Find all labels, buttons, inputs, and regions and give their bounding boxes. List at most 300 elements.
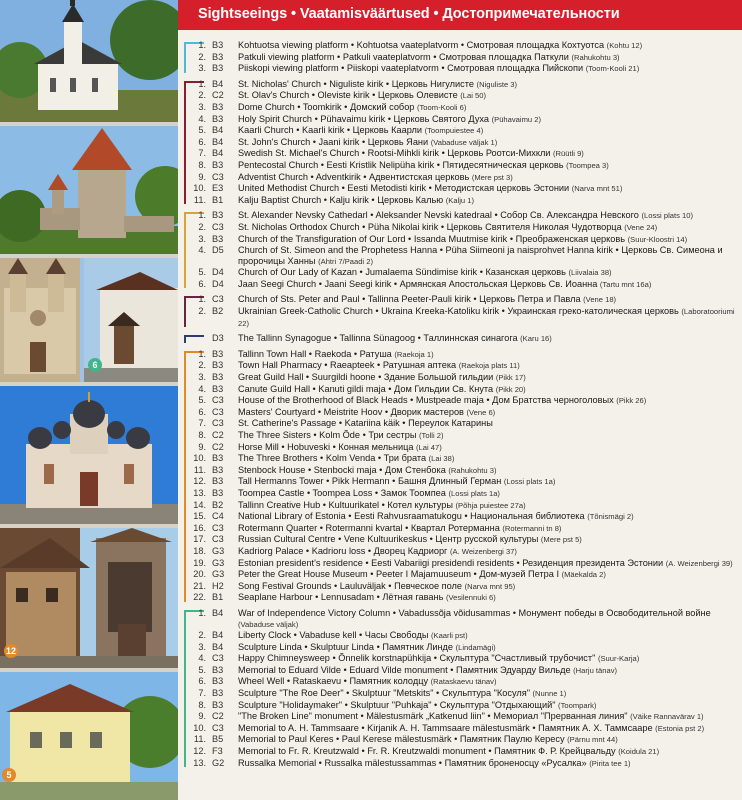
entry-number: 6. bbox=[198, 676, 206, 687]
entry-number: 9. bbox=[198, 711, 206, 722]
entry-name: Memorial to Paul Keres • Paul Kerese mälestusmärk • Памятник Паулю Кересу bbox=[238, 734, 565, 745]
list-item bbox=[184, 279, 740, 291]
entry-number: 2. bbox=[198, 221, 206, 232]
entry-name: "The Broken Line" monument • Mälestusmärk „Katkenud liin" • Мемориал "Прерванная линия" bbox=[238, 711, 628, 722]
entry-address: (Toom-Kooli 21) bbox=[585, 64, 640, 74]
entry-number: 13. bbox=[193, 757, 206, 768]
entry-number: 6. bbox=[198, 136, 206, 147]
entry-number: 7. bbox=[198, 688, 206, 699]
entry-number: 14. bbox=[193, 499, 206, 510]
entry-address: (Rahukohtu 3) bbox=[571, 52, 620, 62]
map-grid-code: D4 bbox=[212, 267, 224, 278]
entry-number: 10. bbox=[193, 183, 206, 194]
map-grid-code: B3 bbox=[212, 688, 224, 699]
list-item bbox=[184, 546, 740, 558]
list-item bbox=[184, 592, 740, 604]
entry-name: Tallinn Town Hall • Raekoda • Ратуша bbox=[238, 348, 392, 359]
entry-address: (Toom-Kooli 6) bbox=[416, 102, 467, 112]
entry-number: 6. bbox=[198, 406, 206, 417]
list-item bbox=[184, 558, 740, 570]
list-item bbox=[184, 642, 740, 654]
entry-number: 1. bbox=[198, 607, 206, 618]
list-item bbox=[184, 267, 740, 279]
entry-address: (Tartu mnt 16a) bbox=[599, 279, 652, 289]
entry-address: (Vene 6) bbox=[466, 407, 496, 417]
map-grid-code: B3 bbox=[212, 699, 224, 710]
entry-number: 19. bbox=[193, 557, 206, 568]
entry-name: Town Hall Pharmacy • Raeapteek • Ратушная аптека bbox=[238, 360, 457, 371]
map-grid-code: E3 bbox=[212, 183, 224, 194]
map-grid-code: B3 bbox=[212, 360, 224, 371]
entry-number: 12. bbox=[193, 476, 206, 487]
entry-address: (Estonia pst 2) bbox=[655, 723, 705, 733]
list-item bbox=[184, 734, 740, 746]
map-grid-code: C3 bbox=[212, 395, 224, 406]
entry-address: (Koidula 21) bbox=[618, 747, 660, 757]
list-item bbox=[184, 40, 740, 52]
map-grid-code: C3 bbox=[212, 653, 224, 664]
map-grid-code: C2 bbox=[212, 90, 224, 101]
list-item bbox=[184, 172, 740, 184]
entry-number: 4. bbox=[198, 383, 206, 394]
entry-number: 22. bbox=[193, 592, 206, 603]
list-item bbox=[184, 245, 740, 267]
map-grid-code: C3 bbox=[212, 221, 224, 232]
entry-address: (Väike Rannavärav 1) bbox=[630, 712, 704, 722]
map-grid-code: C2 bbox=[212, 441, 224, 452]
entry-number: 4. bbox=[198, 245, 206, 256]
list-item bbox=[184, 676, 740, 688]
list-item bbox=[184, 608, 740, 630]
section-4 bbox=[180, 294, 740, 329]
list-item bbox=[184, 723, 740, 735]
entry-number: 2. bbox=[198, 51, 206, 62]
entry-address: (Pühavaimu 2) bbox=[491, 114, 541, 124]
entry-name: St. Nicholas' Church • Niguliste kirik • Церковь Нигулисте bbox=[238, 78, 474, 89]
entry-number: 11. bbox=[193, 194, 206, 205]
list-item bbox=[184, 210, 740, 222]
entry-number: 5. bbox=[198, 395, 206, 406]
entry-name: Piiskopi viewing platform • Piiskopi vaateplatvorm • Смотровая площадка Пийскопи bbox=[238, 63, 584, 74]
sightseeing-list bbox=[180, 40, 740, 773]
map-grid-code: B3 bbox=[212, 159, 224, 170]
entry-address: (Harju tänav) bbox=[573, 665, 618, 675]
entry-number: 7. bbox=[198, 148, 206, 159]
section-7 bbox=[180, 608, 740, 769]
list-item bbox=[184, 511, 740, 523]
entry-name: Stenbock House • Stenbocki maja • Дом Стенбока bbox=[238, 464, 446, 475]
entry-number: 21. bbox=[193, 580, 206, 591]
entry-address: (Laboratooriumi 22) bbox=[238, 307, 735, 328]
section-2 bbox=[180, 79, 740, 207]
map-grid-code: D5 bbox=[212, 245, 224, 256]
entry-number: 17. bbox=[193, 534, 206, 545]
list-item bbox=[184, 465, 740, 477]
list-item bbox=[184, 700, 740, 712]
entry-address: (Kaarli pst) bbox=[430, 631, 468, 641]
map-grid-code: C2 bbox=[212, 430, 224, 440]
entry-address: (Lossi plats 10) bbox=[641, 211, 693, 221]
list-item bbox=[184, 665, 740, 677]
entry-address: (Toompea 3) bbox=[566, 160, 609, 170]
photo-column bbox=[0, 0, 178, 800]
entry-name: Jaan Seegi Church • Jaani Seegi kirik • Армянская Апостольская Церковь Св. Иоанна bbox=[238, 278, 598, 289]
entry-address: (Lossi plats 1a) bbox=[448, 488, 500, 498]
entry-name: Happy Chimneysweep • Õnnelik korstnapühkija • Скульптура "Счастливый трубочист" bbox=[238, 653, 596, 664]
entry-address: (Rahukohtu 3) bbox=[448, 465, 497, 475]
map-grid-code: B3 bbox=[212, 664, 224, 675]
page-title: Sightseeings • Vaatamisväärtused • Достопримечательности bbox=[198, 6, 620, 22]
entry-number: 18. bbox=[193, 545, 206, 556]
section-6 bbox=[180, 349, 740, 604]
entry-name: Kalju Baptist Church • Kalju kirik • Церковь Калью bbox=[238, 194, 444, 205]
list-item bbox=[184, 160, 740, 172]
entry-name: Memorial to A. H. Tammsaare • Kirjanik A. H. Tammsaare mälestusmärk • Памятник А. Х. Таммсааре bbox=[238, 722, 653, 733]
map-grid-code: C2 bbox=[212, 711, 224, 722]
list-item bbox=[184, 234, 740, 246]
entry-name: War of Independence Victory Column • Vabadussõja võidusammas • Монумент победы в Освободительной войне bbox=[238, 607, 711, 618]
entry-name: United Methodist Church • Eesti Metodisti kirik • Методистская церковь Эстонии bbox=[238, 183, 570, 194]
entry-name: Adventist Church • Adventkirik • Адвентистская церковь bbox=[238, 171, 470, 182]
list-item bbox=[184, 349, 740, 361]
header-bar bbox=[178, 0, 742, 30]
list-item bbox=[184, 688, 740, 700]
entry-name: Church of Sts. Peter and Paul • Tallinna Peeter-Pauli kirik • Церковь Петра и Павла bbox=[238, 294, 581, 305]
list-item bbox=[184, 395, 740, 407]
entry-name: Kohtuotsa viewing platform • Kohtuotsa vaateplatvorm • Смотровая площадка Кохтуотса bbox=[238, 40, 605, 50]
entry-number: 1. bbox=[198, 348, 206, 359]
entry-name: Rotermann Quarter • Rotermanni kvartal • Квартал Ротерманна bbox=[238, 522, 500, 533]
map-grid-code: B3 bbox=[212, 210, 224, 221]
map-grid-code: B2 bbox=[212, 499, 224, 510]
map-grid-code: C3 bbox=[212, 171, 224, 182]
entry-address: (Tõnismägi 2) bbox=[587, 512, 634, 522]
map-grid-code: B3 bbox=[212, 113, 224, 124]
entry-number: 5. bbox=[198, 664, 206, 675]
entry-name: Sculpture "The Roe Deer" • Skulptuur "Metskits" • Скульптура "Косуля" bbox=[238, 688, 530, 699]
entry-number: 2. bbox=[198, 630, 206, 641]
entry-address: (Mere pst 5) bbox=[540, 535, 582, 545]
photo-nevsky-cathedral bbox=[0, 386, 178, 524]
entry-name: St. John's Church • Jaani kirik • Церковь Яани bbox=[238, 136, 429, 147]
entry-number: 9. bbox=[198, 171, 206, 182]
entry-address: (Rataskaevu tänav) bbox=[430, 677, 497, 687]
map-grid-code: C3 bbox=[212, 522, 224, 533]
entry-name: Sculpture "Holidaymaker" • Skulptuur "Puhkaja" • Скульптура "Отдыхающий" bbox=[238, 699, 556, 710]
entry-name: Peter the Great House Museum • Peeter I Majamuuseum • Дом-музей Петра I bbox=[238, 569, 559, 580]
entry-name: Church of St. Simeon and the Prophetess Hanna • Püha Siimeoni ja naisprohvet Hanna kirik • Церковь Св. Симеона и пророчицы Ханны bbox=[238, 245, 723, 266]
entry-address: (Suur-Karja) bbox=[597, 654, 640, 664]
entry-name: Estonian president's residence • Eesti Vabariigi presidendi residents • Резиденция президента Эстонии bbox=[238, 557, 664, 568]
entry-number: 10. bbox=[193, 722, 206, 733]
entry-name: Canute Guild Hall • Kanuti gildi maja • Дом Гильдии Св. Кнута bbox=[238, 383, 494, 394]
entry-name: Liberty Clock • Vabaduse kell • Часы Свободы bbox=[238, 630, 429, 641]
entry-address: (Vene 24) bbox=[624, 222, 658, 232]
entry-address: (A. Weizenbergi 39) bbox=[665, 558, 733, 568]
entry-address: (Toompark) bbox=[558, 700, 597, 710]
map-grid-code: C3 bbox=[212, 294, 224, 305]
entry-number: 9. bbox=[198, 441, 206, 452]
entry-name: National Library of Estonia • Eesti Rahvusraamatukogu • Национальная библиотека bbox=[238, 511, 585, 522]
list-item bbox=[184, 407, 740, 419]
map-grid-code: B3 bbox=[212, 676, 224, 687]
entry-number: 16. bbox=[193, 522, 206, 533]
entry-name: The Three Brothers • Kolm Venda • Три брата bbox=[238, 453, 427, 464]
map-grid-code: B4 bbox=[212, 641, 224, 652]
map-grid-code: B3 bbox=[212, 101, 224, 112]
map-grid-code: B4 bbox=[212, 136, 224, 147]
entry-name: House of the Brotherhood of Black Heads • Mustpeade maja • Дом Братства черноголовых bbox=[238, 395, 614, 406]
map-grid-code: B3 bbox=[212, 40, 224, 50]
list-item bbox=[184, 581, 740, 593]
map-grid-code: G2 bbox=[212, 757, 225, 768]
entry-name: Kaarli Church • Kaarli kirik • Церковь Каарли bbox=[238, 125, 423, 136]
entry-address: (Niguliste 3) bbox=[476, 79, 518, 89]
list-item bbox=[184, 137, 740, 149]
entry-number: 8. bbox=[198, 159, 206, 170]
map-grid-code: D4 bbox=[212, 278, 224, 289]
entry-number: 1. bbox=[198, 40, 206, 50]
entry-name: Tall Hermanns Tower • Pikk Hermann • Башня Длинный Герман bbox=[238, 476, 502, 487]
map-grid-code: C3 bbox=[212, 406, 224, 417]
list-item bbox=[184, 534, 740, 546]
photo-yellow-building bbox=[0, 672, 178, 800]
entry-number: 20. bbox=[193, 569, 206, 580]
entry-name: The Three Sisters • Kolm Õde • Три сестры bbox=[238, 430, 417, 440]
map-grid-code: B3 bbox=[212, 63, 224, 74]
list-item bbox=[184, 148, 740, 160]
entry-address: (Karu 16) bbox=[520, 334, 552, 344]
list-item bbox=[184, 476, 740, 488]
list-item bbox=[184, 384, 740, 396]
entry-address: (Pikk 20) bbox=[495, 384, 526, 394]
entry-name: Sculpture Linda • Skulptuur Linda • Памятник Линде bbox=[238, 641, 454, 652]
entry-address: (Pikk 17) bbox=[495, 373, 526, 383]
entry-name: St. Alexander Nevsky Cathedarl • Aleksander Nevski katedraal • Собор Св. Александра Невского bbox=[238, 210, 639, 221]
entry-name: Dome Church • Toomkirik • Домский собор bbox=[238, 101, 415, 112]
entry-number: 1. bbox=[198, 78, 206, 89]
map-grid-code: B3 bbox=[212, 487, 224, 498]
entry-number: 10. bbox=[193, 453, 206, 464]
entry-number: 1. bbox=[198, 210, 206, 221]
entry-name: Masters' Courtyard • Meistrite Hoov • Дворик мастеров bbox=[238, 406, 464, 417]
photo-badge-12: 12 bbox=[5, 646, 16, 656]
entry-address: (Mäekalda 2) bbox=[561, 570, 606, 580]
list-item bbox=[184, 90, 740, 102]
list-item bbox=[184, 569, 740, 581]
entry-number: 11. bbox=[193, 734, 206, 745]
entry-address: (Ahtri 7/Paadi 2) bbox=[318, 256, 373, 266]
entry-address: (Tolli 2) bbox=[419, 431, 444, 440]
entry-address: (Pärnu mnt 44) bbox=[567, 735, 618, 745]
entry-name: Horse Mill • Hobuveski • Конная мельница bbox=[238, 441, 414, 452]
entry-number: 8. bbox=[198, 699, 206, 710]
entry-number: 2. bbox=[198, 90, 206, 101]
entry-name: Kadriorg Palace • Kadrioru loss • Дворец Кадриорг bbox=[238, 545, 448, 556]
entry-name: Toompea Castle • Toompea Loss • Замок Тоомпеа bbox=[238, 487, 446, 498]
map-grid-code: B4 bbox=[212, 630, 224, 641]
map-grid-code: B4 bbox=[212, 607, 224, 618]
photo-old-town bbox=[0, 528, 178, 668]
entry-name: Seaplane Harbour • Lennusadam • Лётная гавань bbox=[238, 592, 444, 603]
entry-number: 6. bbox=[198, 278, 206, 289]
map-grid-code: H2 bbox=[212, 580, 224, 591]
map-grid-code: C4 bbox=[212, 511, 224, 522]
entry-name: Church of the Transfiguration of Our Lord • Issanda Muutmise kirik • Преображенская церковь bbox=[238, 233, 626, 244]
list-item bbox=[184, 523, 740, 535]
entry-address: (Suur-Kloostri 14) bbox=[627, 234, 688, 244]
entry-number: 12. bbox=[193, 746, 206, 757]
list-item bbox=[184, 418, 740, 430]
map-grid-code: B1 bbox=[212, 592, 224, 603]
entry-number: 5. bbox=[198, 267, 206, 278]
photo-dome-church bbox=[0, 0, 178, 122]
map-grid-code: G3 bbox=[212, 557, 225, 568]
entry-address: (Kohtu 12) bbox=[606, 41, 643, 50]
list-item bbox=[184, 79, 740, 91]
list-item bbox=[184, 372, 740, 384]
entry-name: The Tallinn Synagogue • Tallinna Sünagoog • Таллиннская синагога bbox=[238, 333, 518, 344]
photo-tower bbox=[0, 126, 178, 254]
list-item bbox=[184, 102, 740, 114]
list-item bbox=[184, 195, 740, 207]
list-item bbox=[184, 294, 740, 306]
entry-address: (Raekoja 1) bbox=[394, 349, 434, 359]
list-item bbox=[184, 500, 740, 512]
entry-name: Russalka Memorial • Russalka mälestussammas • Памятник броненосцу «Русалка» bbox=[238, 757, 587, 768]
map-grid-code: C3 bbox=[212, 534, 224, 545]
photo-churches bbox=[0, 258, 178, 382]
entry-number: 5. bbox=[198, 125, 206, 136]
entry-name: Great Guild Hall • Suurgildi hoone • Здание Большой гильдии bbox=[238, 372, 494, 383]
section-3 bbox=[180, 210, 740, 290]
entry-address: (A. Weizenbergi 37) bbox=[449, 546, 517, 556]
entry-name: Song Festival Grounds • Lauluväljak • Певческое поле bbox=[238, 580, 462, 591]
map-grid-code: B3 bbox=[212, 348, 224, 359]
list-item bbox=[184, 430, 740, 442]
list-item bbox=[184, 630, 740, 642]
photo-badge-6: 6 bbox=[88, 358, 102, 372]
list-item bbox=[184, 453, 740, 465]
entry-number: 3. bbox=[198, 372, 206, 383]
entry-number: 4. bbox=[198, 653, 206, 664]
map-grid-code: B3 bbox=[212, 453, 224, 464]
list-item bbox=[184, 488, 740, 500]
list-item bbox=[184, 306, 740, 329]
entry-address: (Lai 38) bbox=[428, 454, 455, 464]
map-grid-code: B3 bbox=[212, 372, 224, 383]
map-grid-code: B3 bbox=[212, 51, 224, 62]
entry-number: 8. bbox=[198, 430, 206, 440]
map-grid-code: C3 bbox=[212, 418, 224, 429]
entry-number: 3. bbox=[198, 233, 206, 244]
entry-number: 15. bbox=[193, 511, 206, 522]
entry-address: (Põhja puiestee 27a) bbox=[455, 500, 526, 510]
entry-address: (Mere pst 3) bbox=[471, 172, 513, 182]
entry-name: Church of Our Lady of Kazan • Jumalaema Sündimise kirik • Казанская церковь bbox=[238, 267, 566, 278]
entry-address: (Vabaduse väljak 1) bbox=[430, 137, 498, 147]
entry-address: (Narva mnt 51) bbox=[571, 184, 623, 194]
entry-name: St. Olav's Church • Oleviste kirik • Церковь Олевисте bbox=[238, 90, 458, 101]
list-item bbox=[184, 711, 740, 723]
entry-name: Memorial to Fr. R. Kreutzwald • Fr. R. Kreutzwaldi monument • Памятник Ф. Р. Крейцвальду bbox=[238, 746, 616, 757]
entry-address: (Kalju 1) bbox=[445, 195, 475, 205]
entry-number: 7. bbox=[198, 418, 206, 429]
list-item bbox=[184, 442, 740, 454]
entry-number: 11. bbox=[193, 464, 206, 475]
map-grid-code: F3 bbox=[212, 746, 223, 757]
map-grid-code: D3 bbox=[212, 333, 224, 344]
map-grid-code: G3 bbox=[212, 569, 225, 580]
entry-number: 3. bbox=[198, 641, 206, 652]
entry-address: (Toompuiestee 4) bbox=[424, 126, 484, 136]
list-item bbox=[184, 183, 740, 195]
list-item bbox=[184, 125, 740, 137]
list-item bbox=[184, 63, 740, 75]
list-item bbox=[184, 333, 740, 345]
map-grid-code: B4 bbox=[212, 125, 224, 136]
entry-name: Tallinn Creative Hub • Kultuurikatel • Котел культуры bbox=[238, 499, 453, 510]
list-item bbox=[184, 222, 740, 234]
entry-address: (Lossi plats 1a) bbox=[503, 477, 556, 487]
entry-address: (Lai 50) bbox=[460, 91, 487, 101]
map-grid-code: B3 bbox=[212, 233, 224, 244]
list-item bbox=[184, 114, 740, 126]
entry-address: (Nunne 1) bbox=[532, 689, 567, 699]
entry-address: (Vabaduse väljak) bbox=[238, 619, 299, 629]
map-grid-code: B3 bbox=[212, 383, 224, 394]
entry-address: (Rotermanni tn 8) bbox=[502, 523, 562, 533]
section-5 bbox=[180, 333, 740, 345]
photo-badge-5: 5 bbox=[2, 768, 16, 782]
entry-number: 13. bbox=[193, 487, 206, 498]
entry-number: 3. bbox=[198, 101, 206, 112]
map-grid-code: B3 bbox=[212, 476, 224, 487]
entry-name: Holy Spirit Church • Pühavaimu kirik • Церковь Святого Духа bbox=[238, 113, 490, 124]
section-1 bbox=[180, 40, 740, 75]
entry-name: Patkuli viewing platform • Patkuli vaateplatvorm • Смотровая площадка Паткули bbox=[238, 51, 569, 62]
map-grid-code: G3 bbox=[212, 545, 225, 556]
entry-number: 3. bbox=[198, 63, 206, 74]
entry-name: Russian Cultural Centre • Vene Kultuurikeskus • Центр русской культуры bbox=[238, 534, 539, 545]
map-grid-code: B4 bbox=[212, 78, 224, 89]
list-item bbox=[184, 52, 740, 64]
entry-address: (Raekoja plats 11) bbox=[458, 361, 520, 371]
entry-address: (Vesilennuki 6) bbox=[445, 593, 496, 603]
map-grid-code: B2 bbox=[212, 306, 224, 317]
entry-address: (Lindamägi) bbox=[455, 642, 496, 652]
entry-address: (Liivalaia 38) bbox=[568, 268, 612, 278]
list-item bbox=[184, 360, 740, 372]
map-grid-code: B3 bbox=[212, 464, 224, 475]
map-grid-code: B4 bbox=[212, 148, 224, 159]
entry-name: Swedish St. Michael's Church • Rootsi-Mihkli kirik • Церковь Роотси-Михкли bbox=[238, 148, 551, 159]
map-grid-code: C3 bbox=[212, 722, 224, 733]
list-item bbox=[184, 746, 740, 758]
entry-address: (Pikk 26) bbox=[616, 396, 647, 406]
entry-address: (Pirita tee 1) bbox=[589, 758, 631, 768]
entry-name: Pentecostal Church • Eesti Kristlik Nelipüha kirik • Пятидесятническая церковь bbox=[238, 159, 564, 170]
entry-name: Wheel Well • Rataskaevu • Памятник колодцу bbox=[238, 676, 429, 687]
entry-name: Ukrainian Greek-Catholic Church • Ukraina Kreeka-Katoliku kirik • Украинская греко-католическая церковь bbox=[238, 306, 679, 317]
list-item bbox=[184, 653, 740, 665]
entry-name: St. Catherine's Passage • Katariina käik • Переулок Катарины bbox=[238, 418, 493, 429]
entry-address: (Narva mnt 95) bbox=[464, 581, 516, 591]
entry-name: St. Nicholas Orthodox Church • Püha Nikolai kirik • Церковь Святителя Николая Чудотворца bbox=[238, 221, 622, 232]
entry-address: (Vene 18) bbox=[583, 295, 617, 305]
entry-number: 2. bbox=[198, 360, 206, 371]
entry-number: 4. bbox=[198, 113, 206, 124]
